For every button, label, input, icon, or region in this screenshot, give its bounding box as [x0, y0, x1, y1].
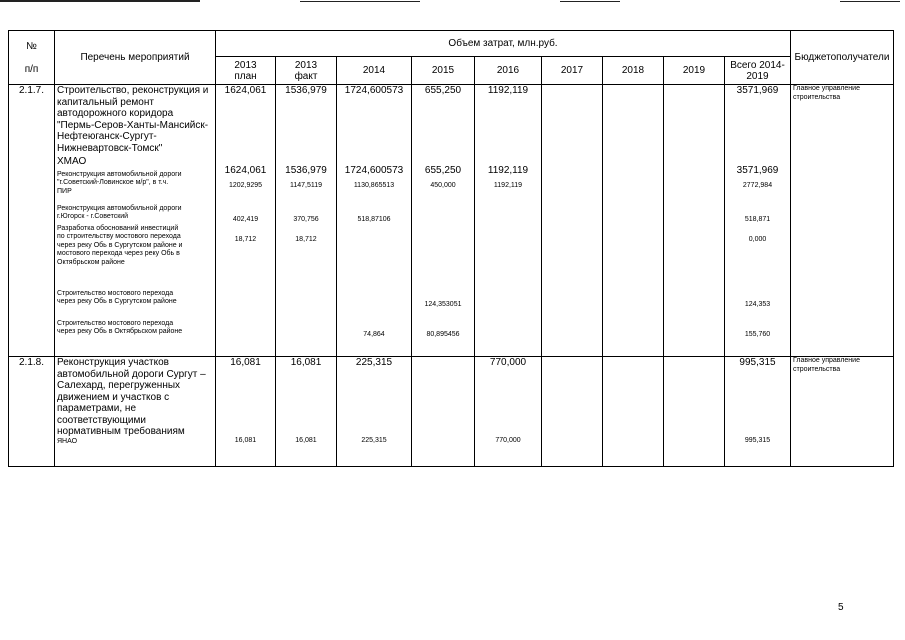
value-cell: [605, 301, 661, 331]
value-cell: 124,353051: [424, 301, 462, 308]
value-cell: 18,712: [234, 236, 257, 243]
value-cell: [666, 182, 722, 216]
section-title-line: параметрами, не: [57, 403, 137, 414]
scan-artifact-line: [840, 1, 900, 2]
item-name: Строительство мостового перехода через реку Обь в Сургутском районе: [57, 289, 177, 305]
value-column: [412, 85, 475, 357]
value-cell: [339, 236, 409, 301]
section-number: 2.1.8.: [9, 357, 55, 467]
header-year: 2013 план: [216, 57, 276, 85]
header-year: 2016: [475, 57, 542, 85]
value-column: [216, 85, 276, 357]
value-cell: [605, 165, 661, 179]
value-cell: 770,000: [495, 437, 521, 444]
header-number-top: №: [26, 40, 37, 52]
value-cell: [605, 357, 661, 437]
section-title-line: Салехард, перегруженных: [57, 380, 181, 391]
value-column: [475, 85, 542, 357]
value-cell: [278, 301, 334, 331]
scan-artifact-line: [300, 1, 420, 2]
value-cell: [477, 236, 539, 301]
section-title-line: нормативным требованиям: [57, 426, 185, 437]
value-cell: 1536,979: [285, 85, 327, 96]
header-recipients: Бюджетополучатели: [791, 31, 894, 85]
recipient-cell: Главное управление строительства: [791, 85, 894, 357]
section-number: 2.1.7.: [9, 85, 55, 357]
value-cell: 450,000: [430, 182, 456, 189]
value-cell: 1724,600573: [344, 85, 404, 96]
section-title-line: Нефтеюганск-Сургут-: [57, 131, 157, 142]
value-cell: 995,315: [739, 357, 776, 368]
value-cell: [218, 331, 273, 351]
value-cell: [544, 216, 600, 236]
section-title-line: автодорожного коридора: [57, 108, 174, 119]
value-column: [542, 357, 603, 467]
section-activities-cell: [55, 85, 216, 357]
value-cell: [544, 236, 600, 301]
item-name: Реконструкция автомобильной дороги г.Югорск - г.Советский: [57, 204, 182, 220]
value-cell: 655,250: [424, 85, 462, 96]
value-column: [216, 357, 276, 467]
value-cell: 3571,969: [736, 165, 779, 176]
value-column: [603, 357, 664, 467]
value-cell: [605, 182, 661, 216]
page-number: 5: [838, 602, 844, 613]
value-cell: [544, 182, 600, 216]
value-cell: 225,315: [361, 437, 387, 444]
section-activities-cell: [55, 357, 216, 467]
value-column: [664, 85, 725, 357]
value-cell: [339, 301, 409, 331]
header-number-bottom: п/п: [24, 63, 39, 75]
header-year: 2017: [542, 57, 603, 85]
value-column: [276, 85, 337, 357]
value-cell: [544, 301, 600, 331]
value-cell: [477, 331, 539, 351]
value-cell: [666, 331, 722, 351]
value-cell: 80,895456: [426, 331, 460, 338]
value-column: [337, 357, 412, 467]
value-column: [603, 85, 664, 357]
header-activities: Перечень мероприятий: [55, 31, 216, 85]
value-cell: 1192,119: [487, 85, 529, 96]
region-name: ЯНАО: [57, 437, 78, 445]
section-title-line: "Пермь-Серов-Ханты-Мансийск-: [57, 119, 209, 131]
value-column: [337, 85, 412, 357]
value-cell: 1624,061: [224, 165, 267, 176]
value-cell: 18,712: [295, 236, 317, 243]
header-year: 2015: [412, 57, 475, 85]
value-cell: [605, 85, 661, 165]
item-name: Разработка обоснований инвестиций по строительству мостового перехода через реку Обь в Сургутском районе и мостового перехода через реку Обь в Октябрьском районе: [57, 224, 183, 266]
value-cell: 1130,865513: [353, 182, 395, 189]
section-title-line: соответствующими: [57, 414, 146, 426]
value-cell: 225,315: [355, 357, 393, 368]
header-costs-title: Объем затрат, млн.руб.: [216, 31, 791, 57]
item-name: Реконструкция автомобильной дороги "г.Советский-Ловинское м/р", в т.ч. ПИР: [57, 170, 182, 195]
value-cell: 518,871: [744, 216, 771, 223]
expenditure-table: [8, 30, 894, 467]
value-cell: 0,000: [748, 236, 767, 243]
header-year: 2013 факт: [276, 57, 337, 85]
value-cell: [666, 85, 722, 165]
header-year: 2018: [603, 57, 664, 85]
value-cell: 16,081: [230, 357, 261, 368]
section-title-line: Нижневартовск-Томск": [57, 142, 163, 154]
header-row-1: [9, 31, 894, 57]
header-total: Всего 2014- 2019: [725, 57, 791, 85]
value-cell: 16,081: [290, 357, 322, 368]
recipient-cell: Главное управление строительства: [791, 357, 894, 467]
value-cell: 3571,969: [736, 85, 779, 96]
value-cell: [414, 357, 472, 437]
value-column: [542, 85, 603, 357]
value-cell: 402,419: [232, 216, 259, 223]
header-number-cell: [9, 31, 55, 85]
value-cell: 518,87106: [357, 216, 391, 223]
value-cell: 16,081: [234, 437, 257, 444]
value-cell: 1536,979: [285, 165, 327, 176]
section-title-line: Строительство, реконструкция и: [57, 85, 209, 96]
value-cell: [477, 301, 539, 331]
section-title-line: капитальный ремонт: [57, 96, 154, 108]
value-column: [725, 357, 791, 467]
value-cell: [278, 331, 334, 351]
scan-artifact-line: [560, 1, 620, 2]
value-cell: [666, 236, 722, 301]
value-column: [412, 357, 475, 467]
value-cell: [414, 216, 472, 236]
value-column: [276, 357, 337, 467]
value-cell: [666, 301, 722, 331]
value-cell: [544, 165, 600, 179]
value-cell: [414, 236, 472, 301]
section-row: [9, 357, 894, 467]
value-cell: [605, 216, 661, 236]
value-column: [475, 357, 542, 467]
value-column: [664, 357, 725, 467]
value-cell: 655,250: [424, 165, 462, 176]
value-cell: [605, 236, 661, 301]
value-cell: [666, 216, 722, 236]
item-name: Строительство мостового перехода через реку Обь в Октябрьском районе: [57, 319, 183, 335]
value-cell: 155,760: [744, 331, 771, 338]
section-title-line: движением и участков с: [57, 391, 170, 403]
value-cell: 1202,9295: [228, 182, 263, 189]
value-cell: 16,081: [295, 437, 317, 444]
value-cell: [218, 301, 273, 331]
header-year: 2019: [664, 57, 725, 85]
value-cell: 124,353: [744, 301, 771, 308]
section-title-line: Реконструкция участков: [57, 357, 169, 368]
value-cell: 1192,119: [487, 165, 529, 176]
header-year: 2014: [337, 57, 412, 85]
value-cell: 1192,119: [493, 182, 523, 189]
section-title-line: автомобильной дороги Сургут –: [57, 368, 206, 380]
value-cell: 74,864: [363, 331, 385, 338]
value-cell: [477, 216, 539, 236]
value-cell: 1624,061: [224, 85, 267, 96]
value-cell: 995,315: [744, 437, 771, 444]
section-row: [9, 85, 894, 357]
value-cell: [666, 165, 722, 179]
value-cell: [544, 85, 600, 165]
scan-artifact-line: [0, 0, 200, 2]
region-name: ХМАО: [57, 156, 87, 167]
value-cell: 770,000: [489, 357, 527, 368]
value-cell: [605, 331, 661, 351]
value-cell: 2772,984: [742, 182, 773, 189]
value-cell: 370,756: [293, 216, 319, 223]
value-cell: [544, 331, 600, 351]
value-cell: [544, 357, 600, 437]
value-cell: [666, 357, 722, 437]
value-cell: 1147,5119: [289, 182, 323, 189]
value-column: [725, 85, 791, 357]
value-cell: 1724,600573: [344, 165, 404, 176]
